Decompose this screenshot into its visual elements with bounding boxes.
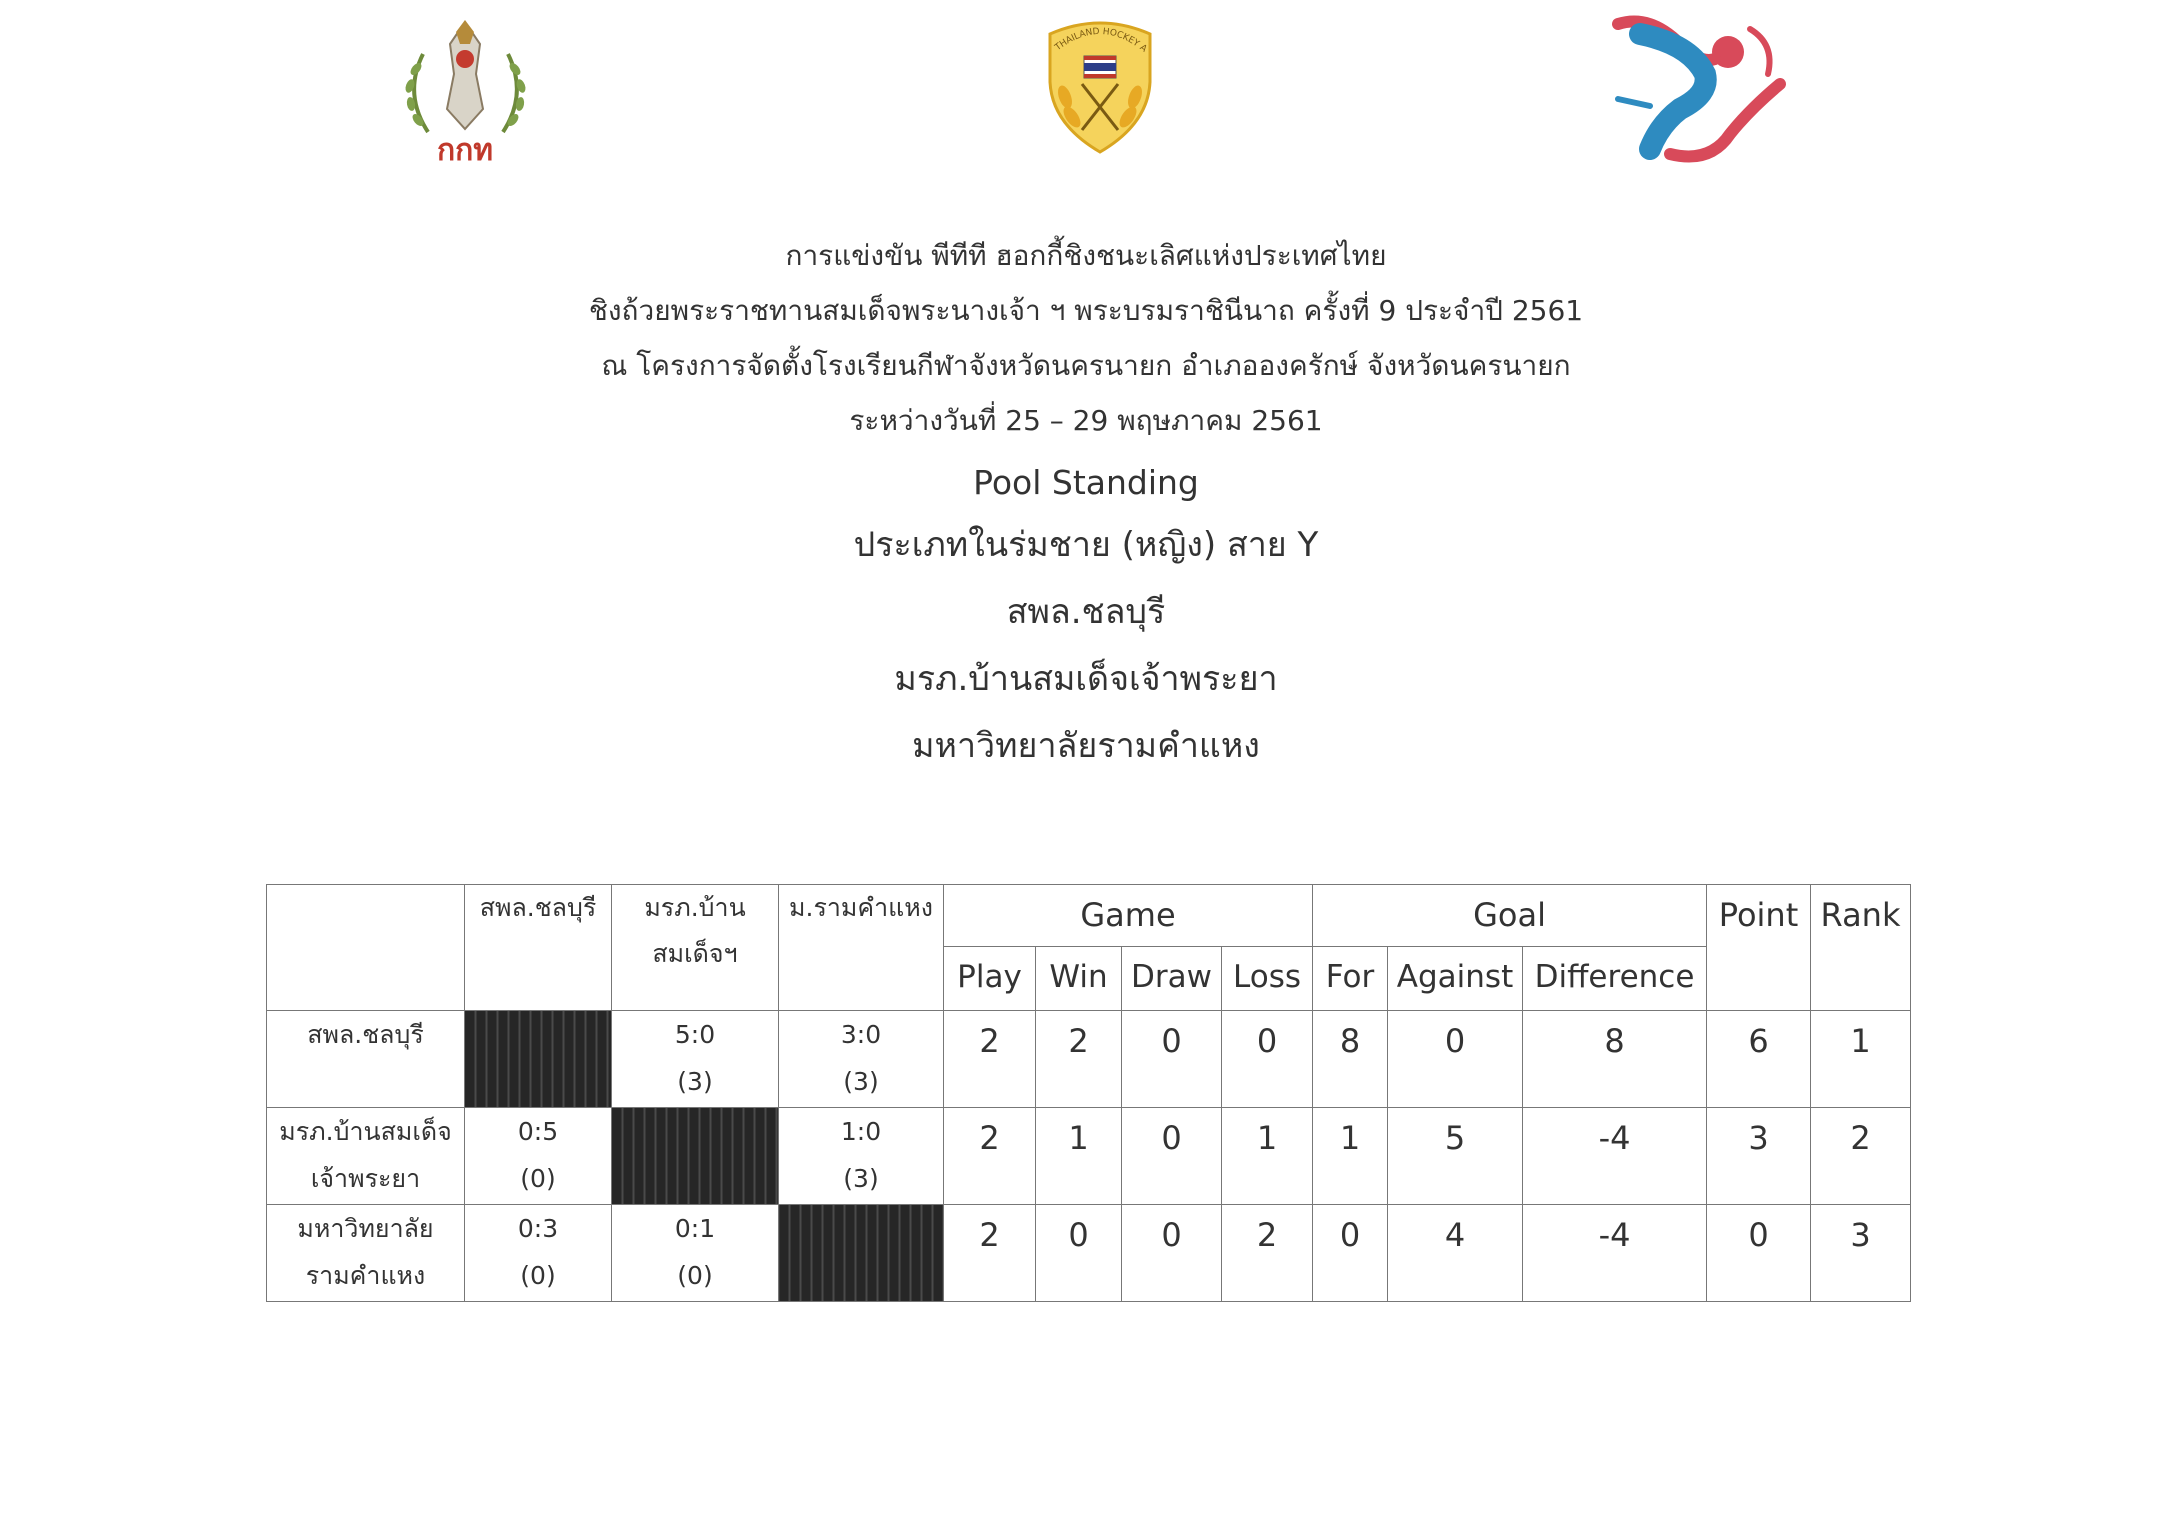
thailand-hockey-association-text: THAILAND HOCKEY A [1053,26,1149,55]
point-value: 6 [1707,1011,1811,1108]
loss-header: Loss [1222,947,1313,1011]
draw-value: 0 [1122,1205,1222,1302]
venue-line: ณ โครงการจัดตั้งโรงเรียนกีฬาจังหวัดนครนายก อำเภอองครักษ์ จังหวัดนครนายก [601,349,1571,382]
table-row [267,1205,1911,1302]
match-result-cell: 5:0 (3) [612,1011,779,1108]
category-title: ประเภทในร่มชาย (หญิง) สาย Y [853,525,1319,565]
play-header: Play [944,947,1036,1011]
goals-against-value: 5 [1388,1108,1523,1205]
table-corner-cell [267,885,465,1011]
draw-value: 0 [1122,1011,1222,1108]
row-team-name: สพล.ชลบุรี [267,1011,465,1108]
goals-for-value: 0 [1313,1205,1388,1302]
play-value: 2 [944,1108,1036,1205]
against-header: Against [1388,947,1523,1011]
match-result-cell: 0:1 (0) [612,1205,779,1302]
goals-against-value: 0 [1388,1011,1523,1108]
trophy-title: ชิงถ้วยพระราชทานสมเด็จพระนางเจ้า ฯ พระบรมราชินีนาถ ครั้งที่ 9 ประจำปี 2561 [588,294,1584,327]
play-value: 2 [944,1205,1036,1302]
standings-table [266,884,1911,1302]
goals-against-value: 4 [1388,1205,1523,1302]
loss-value: 1 [1222,1108,1313,1205]
association-emblem-icon [398,14,533,166]
difference-header: Difference [1523,947,1707,1011]
point-header: Point [1707,885,1811,1011]
win-header: Win [1036,947,1122,1011]
association-emblem-text: กกท [436,133,494,166]
win-value: 0 [1036,1205,1122,1302]
goal-group-header: Goal [1313,885,1707,947]
table-row [267,1011,1911,1108]
rank-value: 2 [1811,1108,1911,1205]
self-match-cell [612,1108,779,1205]
team-name-3: มหาวิทยาลัยรามคำแหง [912,726,1260,766]
row-team-name: มรภ.บ้านสมเด็จ เจ้าพระยา [267,1108,465,1205]
tournament-title: การแข่งขัน พีทีที ฮอกกี้ชิงชนะเลิศแห่งประเทศไทย [785,239,1387,272]
column-header-team-3: ม.รามคำแหง [779,885,944,1011]
goal-difference-value: -4 [1523,1108,1707,1205]
game-group-header: Game [944,885,1313,947]
point-value: 0 [1707,1205,1811,1302]
rank-value: 3 [1811,1205,1911,1302]
goals-for-value: 8 [1313,1011,1388,1108]
play-value: 2 [944,1011,1036,1108]
win-value: 1 [1036,1108,1122,1205]
match-result-cell: 0:5 (0) [465,1108,612,1205]
rank-header: Rank [1811,885,1911,1011]
match-result-cell: 3:0 (3) [779,1011,944,1108]
goal-difference-value: -4 [1523,1205,1707,1302]
loss-value: 0 [1222,1011,1313,1108]
column-header-team-1: สพล.ชลบุรี [465,885,612,1011]
thailand-hockey-association-icon [1020,12,1180,160]
draw-header: Draw [1122,947,1222,1011]
document-header [0,228,2172,780]
match-result-cell: 1:0 (3) [779,1108,944,1205]
draw-value: 0 [1122,1108,1222,1205]
goals-for-value: 1 [1313,1108,1388,1205]
for-header: For [1313,947,1388,1011]
date-line: ระหว่างวันที่ 25 – 29 พฤษภาคม 2561 [849,404,1323,437]
win-value: 2 [1036,1011,1122,1108]
rank-value: 1 [1811,1011,1911,1108]
table-row [267,1108,1911,1205]
row-team-name: มหาวิทยาลัย รามคำแหง [267,1205,465,1302]
column-header-team-2: มรภ.บ้าน สมเด็จฯ [612,885,779,1011]
point-value: 3 [1707,1108,1811,1205]
self-match-cell [779,1205,944,1302]
goal-difference-value: 8 [1523,1011,1707,1108]
self-match-cell [465,1011,612,1108]
hockey-player-logo-icon [1610,14,1788,164]
team-name-1: สพล.ชลบุรี [1006,592,1166,632]
pool-standing-title: Pool Standing [973,463,1199,502]
loss-value: 2 [1222,1205,1313,1302]
match-result-cell: 0:3 (0) [465,1205,612,1302]
team-name-2: มรภ.บ้านสมเด็จเจ้าพระยา [894,659,1278,699]
